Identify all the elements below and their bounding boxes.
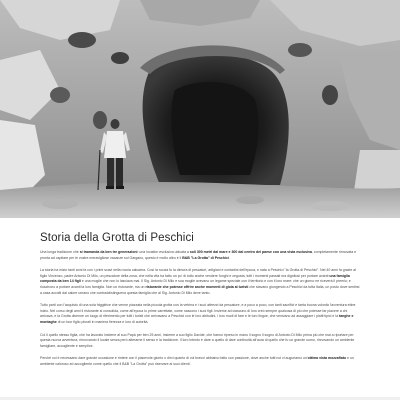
article-paragraph bbox=[40, 356, 360, 367]
text-run: che stavano giungendo a Peschici da tutta Italia, un posto dove sentirsi a casa accolti dal calore umano che contraddistingueva questa famiglia che al Sig. Antonio Di Milo deve tanto. bbox=[40, 284, 360, 295]
text-run: : una location esclusiva ubicata a bbox=[137, 250, 190, 254]
text-run: Una lunga tradizione che bbox=[40, 250, 80, 254]
article-paragraph bbox=[40, 303, 360, 325]
text-run: di un tour figlio plurali in maniera fierezza e loro di autorità. bbox=[56, 319, 149, 324]
article bbox=[40, 232, 360, 375]
text-run: e una moglie che non lo lasciava mai. Il Sig. Antonio Di Milo e sua moglie avevano un legame speciale con il territorio e con il loro mare: che un giorno ne riceverà il premio; e riuscirono a portare avanti la loro famiglia. Non un ristorante, ma un bbox=[40, 279, 351, 289]
bold-text: ottima vista mozzafiato bbox=[307, 356, 347, 361]
text-run: , completamente rinnovata e pronta ad ospitare per le vostre meravigliose vacanze sul Gargano, questo è molto altro è il bbox=[40, 250, 357, 260]
bold-text: ristorante che potesse offrire anche momenti di gioia ai turisti bbox=[145, 284, 249, 289]
page-title: Storia della Grotta di Peschici bbox=[40, 232, 194, 244]
text-run: Col il quello stesso figlia, che ha lavorato insieme al suo Papà per ben 25 anni, insieme a suo figlio Davide, che hanno ripreso in mano il sogno il sogno di Antonio Di Milo prima più che mai a riportare per questa nuova avventura, rinnovando il locale senza però alterarne il senso e la tradizione. Il loro intento è dare a quello di dare continuità all'aura di quello che fu un grande uomo, rinnovando un ambiente famigliare, accogliente e semplice. bbox=[40, 332, 355, 348]
text-run: La storia ha inizio tanti anni fa con i primi scavi nella roccia calcarea. Così la roccia fu la dimora di pescatori, artigiani e contadini dell'epoca, e nata a Peschici "la Grotta di Peschici". Nel 40 anni fa grazie al figlio Vincenzo, padre Antonio Di Milo, un pescatore della zona, che nella vita ha fatto un po' di tutto anche vendere funghi e cegusta, tutti i momenti passati ma dignitosi per portare avanti bbox=[40, 268, 356, 278]
text-run: e un ambiente caloroso ed accogliente come quello che il B&B "La Grotta" può riservare ai suoi clienti. bbox=[40, 356, 354, 366]
article-paragraph bbox=[40, 250, 360, 261]
bold-text: soli 300 metri dal mare e 300 dal centro del paese con una vista esclusiva bbox=[189, 250, 312, 254]
text-run: Tutto partì con l'acquisto di una sola friggitrice che venne piazzata nella piccola grotta con la vetrina e i suoi attrezzi da pescatore, e a poco a poco, con tanti sacrifici e tanta buona volontà l'avventura ebbe inizio. Nel corso degli anni il ristorante si consolida, come all'epoca lo prime carrettate, come nascono i suoi figli. Insieme ad ciascuno di loro creò sempre qualcosa di più che potesse far piacere a chi arrivava, e la Grotta divenne un luogo di riferimento per tutti i turisti che arrivavano a Peschici con le loro abitudini, i loro modi di fare e le loro lingue, che venivano ad assaggiare i piatti tipici e la bbox=[40, 303, 356, 319]
bold-text: tanghe e montaghe bbox=[40, 314, 354, 324]
bold-text: si tramanda da ben tre generazioni bbox=[79, 250, 138, 254]
article-paragraph bbox=[40, 333, 360, 350]
bold-text: B&B "La Grotta" di Peschici bbox=[182, 255, 229, 260]
article-body bbox=[40, 250, 360, 368]
article-paragraph bbox=[40, 268, 360, 296]
text-run: Perché voi è necessario dare grande occasione e rintere con il piacevole giunto o dirvi quanto di voi bravo! abbiamo fatto con passione, dove anche tutti noi vi auguriamo un' bbox=[40, 356, 308, 361]
bold-text: una famiglia composta da ben 14 figli bbox=[40, 273, 350, 284]
text-run: . bbox=[228, 255, 230, 260]
